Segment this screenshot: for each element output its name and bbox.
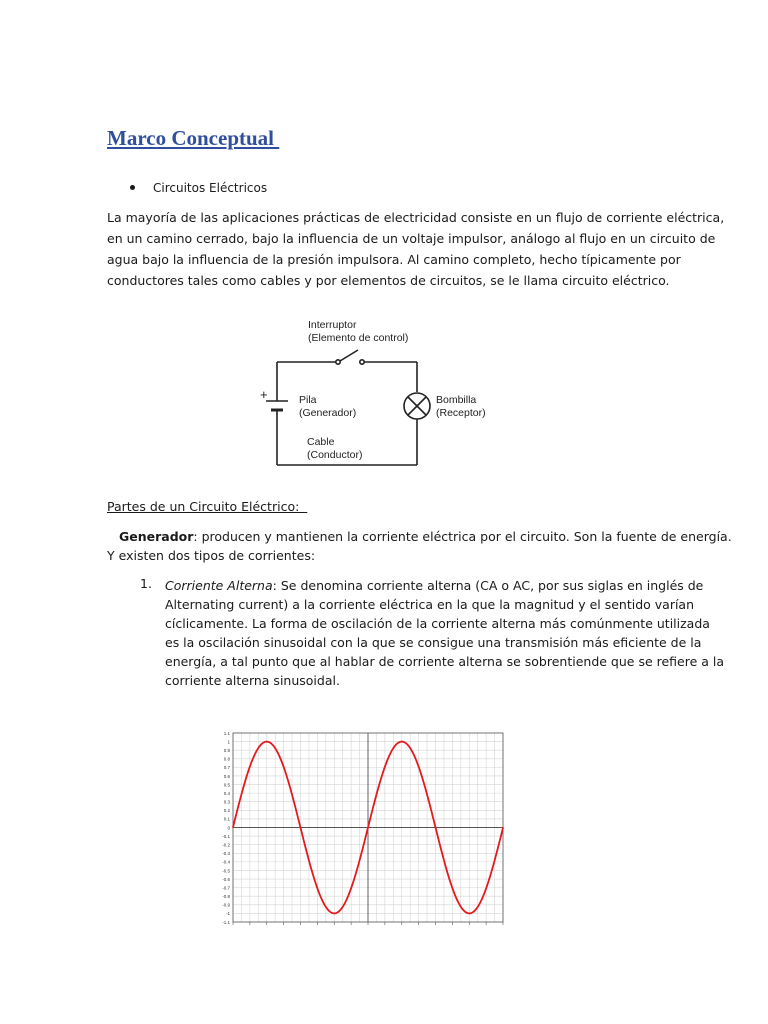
generator-line-2: Y existen dos tipos de corrientes: bbox=[107, 548, 316, 563]
data-point bbox=[452, 888, 454, 890]
y-tick-label: 0.9 bbox=[223, 747, 230, 753]
switch-lever bbox=[340, 350, 358, 361]
list-line: Alternating current) a la corriente eléctrica en la que la magnitud y el sentido varían bbox=[165, 597, 695, 612]
switch-label-2: (Elemento de control) bbox=[308, 332, 409, 344]
y-tick-label: -0.1 bbox=[222, 833, 230, 839]
intro-line: conductores tales como cables y por elementos de circuitos, se le llama circuito eléctrico. bbox=[107, 273, 670, 288]
data-point bbox=[384, 766, 386, 768]
list-line: energía, a tal punto que al hablar de corriente alterna se sobrentiende que se refiere a la bbox=[165, 654, 725, 669]
y-tick-label: 0.1 bbox=[223, 816, 230, 822]
y-tick-label: 0.5 bbox=[223, 782, 230, 788]
list-item-alterna bbox=[165, 576, 725, 690]
list-line: cíclicamente. La forma de oscilación de la corriente alterna más comúnmente utilizada bbox=[165, 616, 710, 631]
bullet-marker bbox=[130, 185, 135, 190]
list-line: corriente alterna sinusoidal. bbox=[165, 673, 340, 688]
battery-label-1: Pila bbox=[299, 394, 317, 406]
y-tick-label: 0 bbox=[227, 825, 230, 831]
data-point bbox=[485, 888, 487, 890]
y-tick-label: -0.5 bbox=[222, 868, 230, 874]
y-tick-label: -0.3 bbox=[222, 851, 230, 857]
data-point bbox=[468, 913, 470, 915]
y-tick-label: 0.7 bbox=[223, 765, 230, 771]
intro-paragraph bbox=[107, 207, 725, 291]
data-point bbox=[300, 827, 302, 829]
data-point bbox=[435, 827, 437, 829]
data-point bbox=[232, 827, 234, 829]
sine-chart bbox=[215, 728, 515, 933]
bullet-item-circuitos: Circuitos Eléctricos bbox=[153, 181, 268, 195]
battery-plus-sign: + bbox=[260, 387, 268, 402]
y-tick-label: 1 bbox=[227, 739, 230, 745]
data-point bbox=[350, 888, 352, 890]
intro-line: en un camino cerrado, bajo la influencia de un voltaje impulsor, análogo al flujo en un circuito de bbox=[107, 231, 716, 246]
cable-label-2: (Conductor) bbox=[307, 449, 363, 461]
y-tick-label: -0.4 bbox=[222, 859, 230, 865]
y-tick-label: -0.7 bbox=[222, 885, 230, 891]
y-tick-label: -1 bbox=[225, 911, 230, 917]
switch-contact-left bbox=[336, 360, 340, 364]
y-tick-label: -0.2 bbox=[222, 842, 230, 848]
bulb-label-1: Bombilla bbox=[436, 394, 477, 406]
y-tick-label: 0.8 bbox=[223, 756, 230, 762]
switch-contact-right bbox=[360, 360, 364, 364]
y-tick-label: -0.8 bbox=[222, 894, 230, 900]
data-point bbox=[283, 766, 285, 768]
list-line: es la oscilación sinusoidal con la que se consigue una transmisión más eficiente de la bbox=[165, 635, 702, 650]
circuit-diagram bbox=[250, 312, 510, 472]
generator-term: Generador bbox=[119, 529, 194, 544]
data-point bbox=[333, 913, 335, 915]
section-title: Partes de un Circuito Eléctrico: bbox=[107, 499, 308, 514]
intro-line: La mayoría de las aplicaciones prácticas de electricidad consiste en un flujo de corriente eléctrica, bbox=[107, 210, 725, 225]
switch-label-1: Interruptor bbox=[308, 319, 357, 331]
y-tick-label: -0.6 bbox=[222, 876, 230, 882]
generator-paragraph bbox=[107, 527, 732, 565]
data-point bbox=[502, 827, 504, 829]
page-title: Marco Conceptual bbox=[107, 126, 280, 150]
list-line-1: : Se denomina corriente alterna (CA o AC, por sus siglas en inglés de bbox=[272, 578, 704, 593]
cable-label-1: Cable bbox=[307, 436, 335, 448]
list-term: Corriente Alterna bbox=[165, 578, 273, 593]
y-tick-label: 0.2 bbox=[223, 808, 230, 814]
y-tick-label: 0.6 bbox=[223, 773, 230, 779]
y-tick-label: -1.1 bbox=[222, 919, 230, 925]
y-tick-label: 1.1 bbox=[223, 730, 230, 736]
y-tick-label: 0.4 bbox=[223, 790, 230, 796]
generator-text: : producen y mantienen la corriente eléctrica por el circuito. Son la fuente de energía. bbox=[193, 529, 732, 544]
data-point bbox=[367, 827, 369, 829]
y-tick-label: 0.3 bbox=[223, 799, 230, 805]
list-number: 1. bbox=[140, 576, 152, 591]
data-point bbox=[316, 888, 318, 890]
data-point bbox=[266, 741, 268, 743]
y-tick-label: -0.9 bbox=[222, 902, 230, 908]
data-point bbox=[249, 766, 251, 768]
intro-line: agua bajo la influencia de la presión impulsora. Al camino completo, hecho típicamente por bbox=[107, 252, 681, 267]
battery-label-2: (Generador) bbox=[299, 407, 357, 419]
bulb-label-2: (Receptor) bbox=[436, 407, 486, 419]
data-point bbox=[418, 766, 420, 768]
data-point bbox=[401, 741, 403, 743]
